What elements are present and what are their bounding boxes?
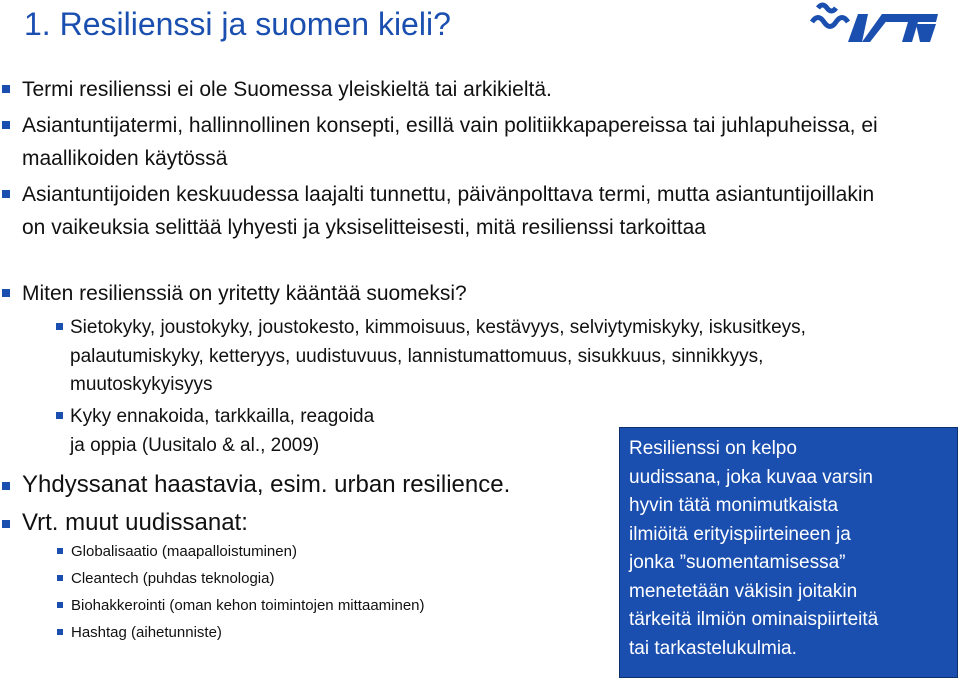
bullet-item	[22, 505, 642, 541]
bullet-text: Miten resilienssiä on yritetty kääntää suomeksi?	[22, 282, 467, 305]
bullet-text: Vrt. muut uudissanat:	[22, 509, 248, 536]
sub-bullet-text: ja oppia (Uusitalo & al., 2009)	[70, 434, 320, 456]
list-item-text: Cleantech (puhdas teknologia)	[71, 570, 275, 587]
list-item-text: Globalisaatio (maapalloistuminen)	[71, 543, 297, 560]
list-item	[71, 542, 571, 562]
bullet-item	[22, 467, 642, 503]
square-bullet-icon	[57, 602, 63, 608]
list-item-text: Hashtag (aihetunniste)	[71, 624, 222, 641]
sub-bullet-text: Kyky ennakoida, tarkkailla, reagoida	[70, 406, 375, 427]
square-bullet-icon	[2, 289, 10, 297]
square-bullet-icon	[57, 575, 63, 581]
square-bullet-icon	[2, 85, 10, 93]
bullet-item	[22, 178, 902, 244]
sub-bullet-item	[70, 314, 860, 400]
slide-title: 1. Resilienssi ja suomen kieli?	[24, 6, 451, 42]
list-item	[71, 569, 571, 589]
bullet-text: Termi resilienssi ei ole Suomessa yleiskieltä tai arkikieltä.	[22, 78, 552, 101]
square-bullet-icon	[2, 121, 10, 129]
bullet-text: Asiantuntijoiden keskuudessa laajalti tunnettu, päivänpolttava termi, mutta asiantuntijoillakin on vaikeuksia selittää lyhyesti ja yksiselitteisesti, mitä resilienssi tarkoittaa	[22, 183, 875, 239]
bullet-item	[22, 73, 922, 106]
bullet-text: Asiantuntijatermi, hallinnollinen konsepti, esillä vain politiikkapapereissa tai juhlapuheissa, ei maallikoiden käytössä	[22, 114, 878, 170]
square-bullet-icon	[56, 323, 63, 330]
vtt-logo	[808, 2, 940, 48]
list-item	[71, 596, 571, 616]
list-item-text: Biohakkerointi (oman kehon toimintojen mittaaminen)	[71, 597, 425, 614]
list-item	[71, 623, 571, 643]
bullet-item	[22, 109, 902, 175]
square-bullet-icon	[2, 482, 10, 490]
callout-text: Resilienssi on kelpo uudissana, joka kuvaa varsin hyvin tätä monimutkaista ilmiöitä erityispiirteineen ja jonka ”suomentamisessa” menetetään väkisin joitakin tärkeitä ilmiön ominaispiirteitä tai tarkastelukulmia.	[629, 438, 879, 659]
square-bullet-icon	[57, 548, 63, 554]
square-bullet-icon	[56, 412, 63, 419]
sub-bullet-text: Sietokyky, joustokyky, joustokesto, kimmoisuus, kestävyys, selviytymiskyky, iskusitkeys, palautumiskyky, ketteryys, uudistuvuus, lannistumattomuus, sisukkuus, sinnikkyys, muutoskykyisyys	[70, 317, 806, 395]
square-bullet-icon	[2, 520, 10, 528]
bullet-text: Yhdyssanat haastavia, esim. urban resilience.	[22, 471, 511, 498]
square-bullet-icon	[2, 190, 10, 198]
square-bullet-icon	[57, 629, 63, 635]
bullet-item	[22, 277, 922, 310]
